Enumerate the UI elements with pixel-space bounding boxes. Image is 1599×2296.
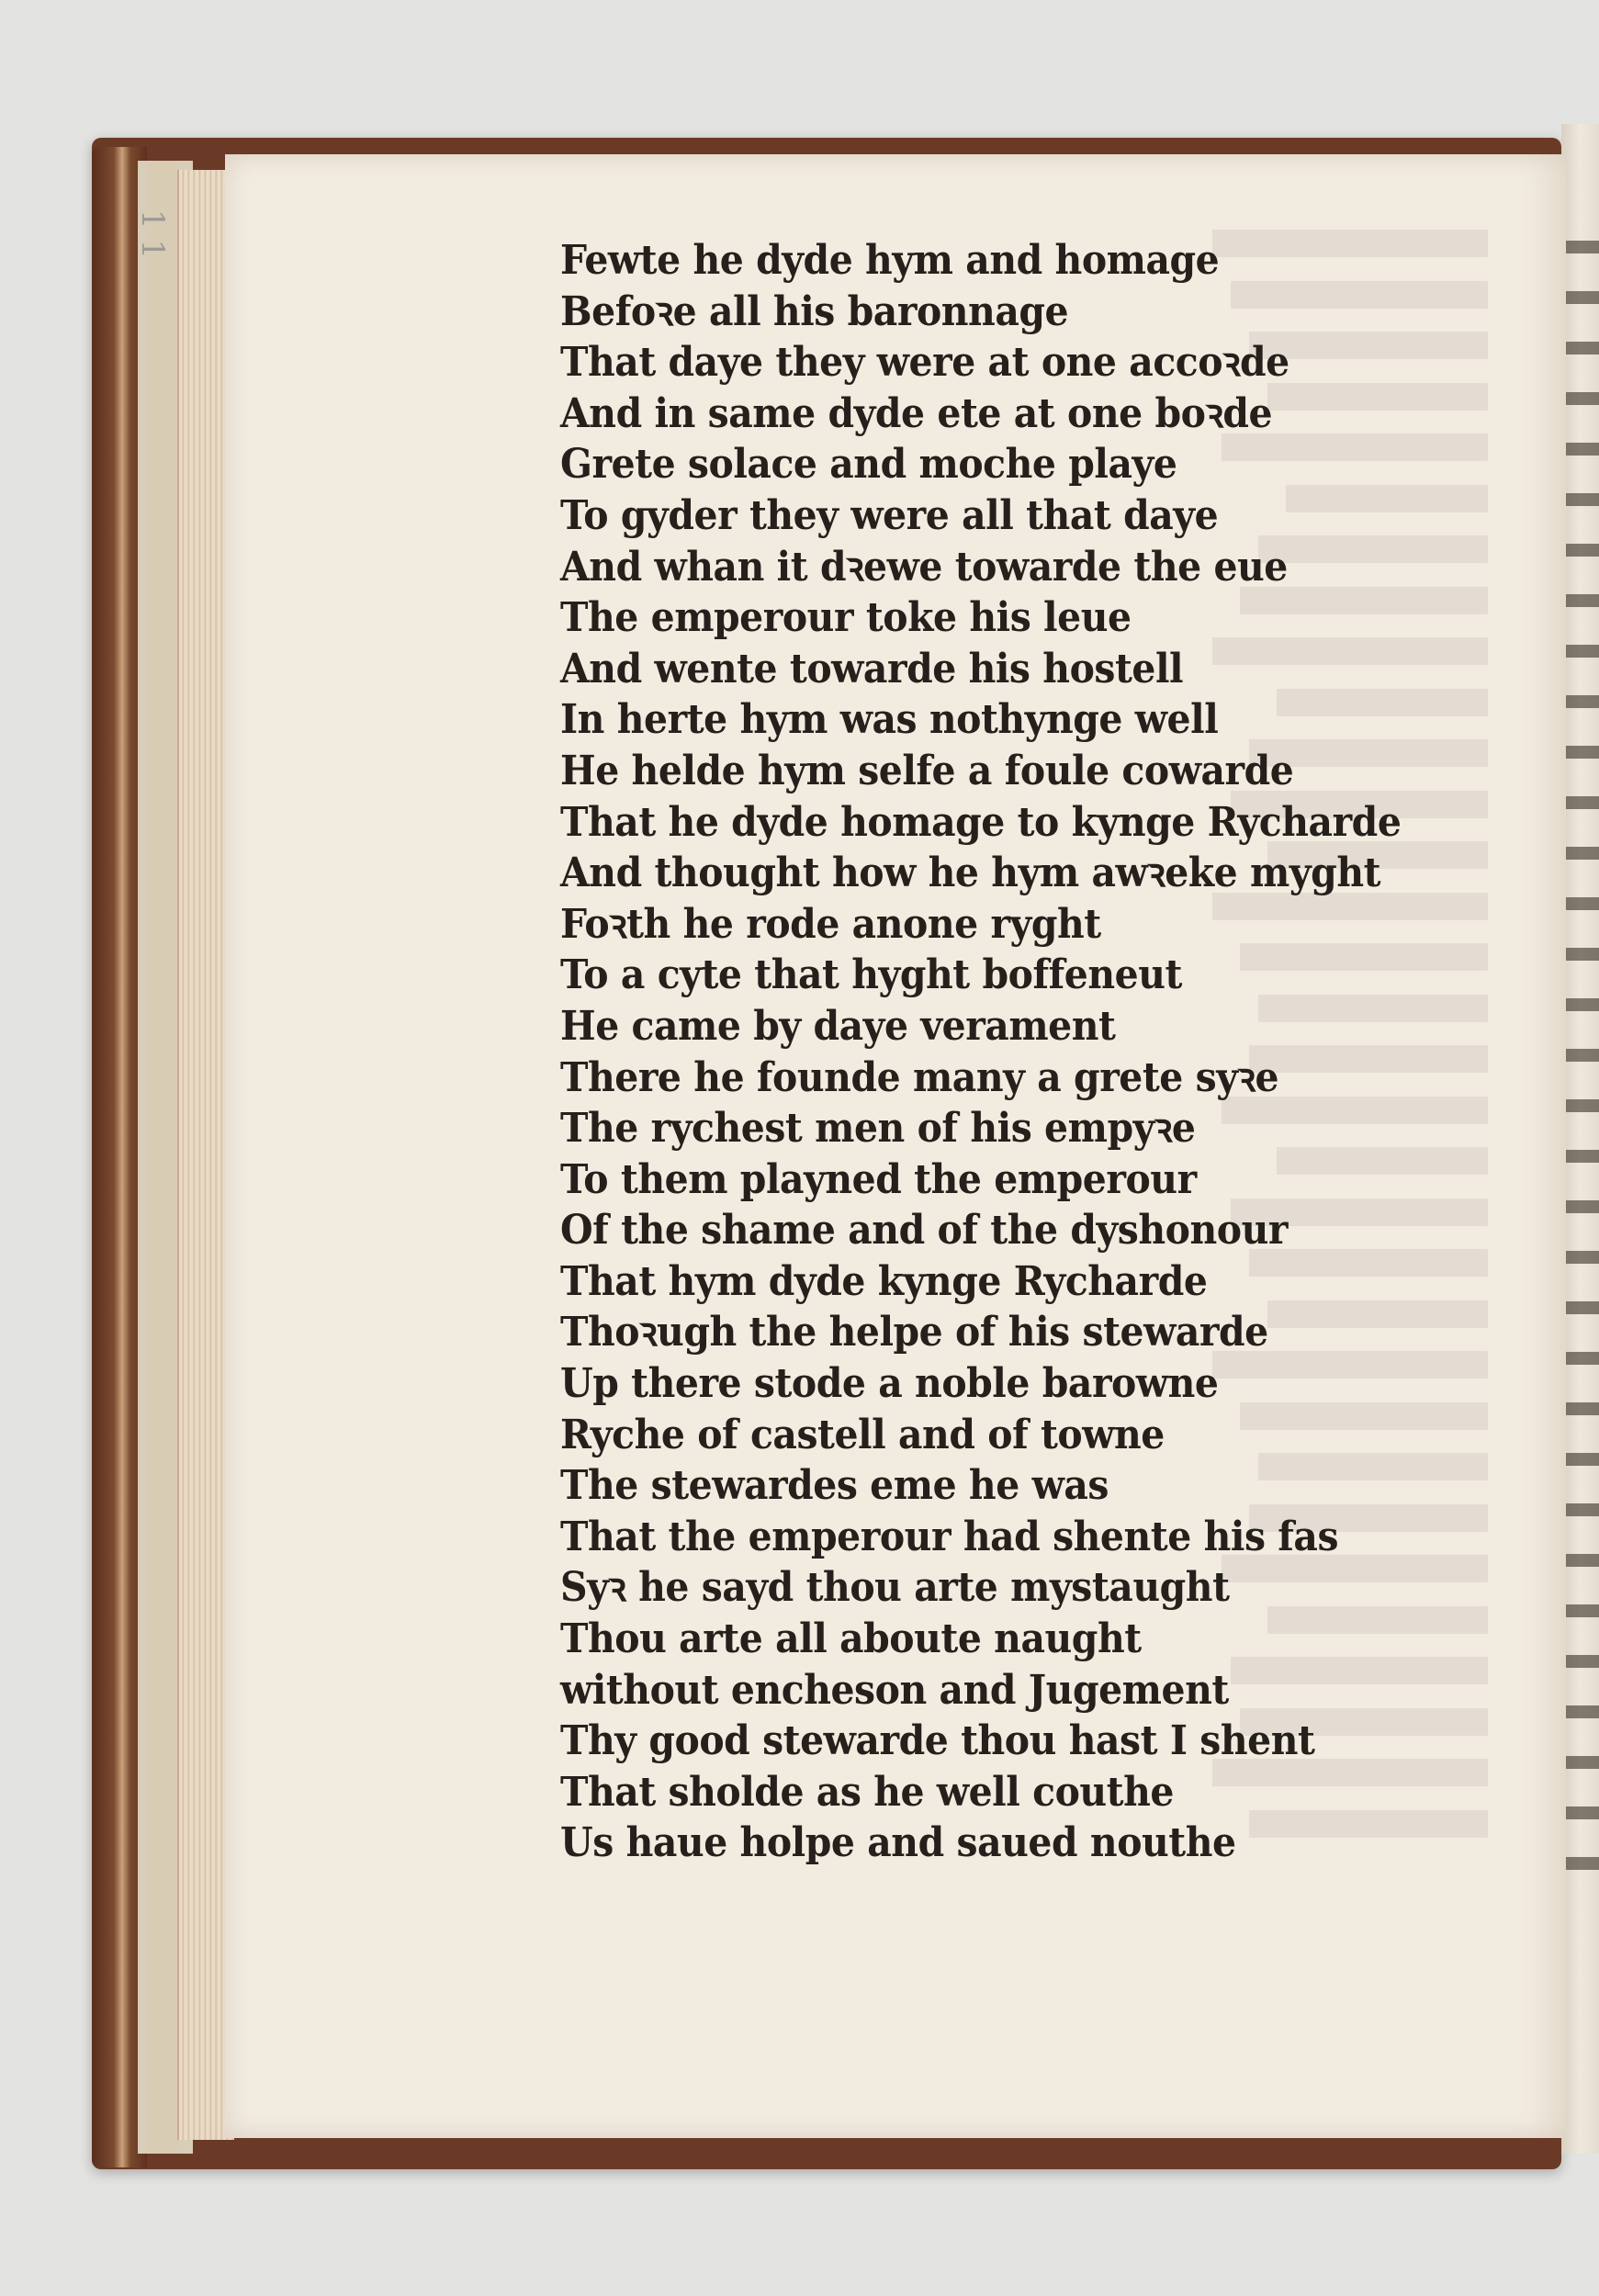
verse-line: To gyder they were all that daye	[560, 491, 1219, 539]
verse-line: And wente towarde his hostell	[560, 645, 1184, 692]
endpaper-strip	[147, 161, 178, 2154]
verse-line: Befoꝛe all his baronnage	[560, 287, 1069, 335]
verse-line: He came by daye verament	[560, 1002, 1116, 1050]
verse-line: Up there stode a noble barowne	[560, 1360, 1219, 1408]
verse-text-block	[560, 235, 1479, 1869]
verse-line: That the emperour had shente his fas	[560, 1513, 1339, 1560]
verse-line: That sholde as he well couthe	[560, 1768, 1174, 1816]
verse-line: without encheson and Jugement	[560, 1666, 1229, 1714]
verse-line: That hym dyde kynge Rycharde	[560, 1257, 1208, 1305]
verse-line: Us haue holpe and saued nouthe	[560, 1819, 1236, 1867]
verse-line: To a cyte that hyght boffeneut	[560, 951, 1182, 999]
verse-line: Foꝛth he rode anone ryght	[560, 900, 1101, 948]
verse-line: Fewte he dyde hym and homage	[560, 237, 1220, 284]
verse-line: And in same dyde ete at one boꝛde	[560, 389, 1273, 437]
verse-line: And thought how he hym awꝛeke myght	[560, 850, 1381, 897]
verse-line: That he dyde homage to kynge Rycharde	[560, 798, 1402, 846]
verse-line: To them playned the emperour	[560, 1155, 1197, 1203]
verse-line: The rychest men of his empyꝛe	[560, 1105, 1196, 1153]
verse-line: Thoꝛugh the helpe of his stewarde	[560, 1309, 1268, 1356]
verse-line: Ryche of castell and of towne	[560, 1411, 1165, 1458]
verse-line: Grete solace and moche playe	[560, 441, 1177, 489]
verse-line: Thy good stewarde thou hast I shent	[560, 1717, 1315, 1765]
verse-line: He helde hym selfe a foule cowarde	[560, 747, 1294, 794]
verse-line: Of the shame and of the dyshonour	[560, 1207, 1288, 1255]
verse-line: There he founde many a grete syꝛe	[560, 1053, 1279, 1101]
verse-line: That daye they were at one accoꝛde	[560, 339, 1289, 387]
verse-line: The stewardes eme he was	[560, 1462, 1109, 1510]
verse-line: And whan it dꝛewe towarde the eue	[560, 543, 1288, 591]
facing-page-text-fragment	[1566, 220, 1599, 1874]
verse-line: Thou arte all aboute naught	[560, 1615, 1142, 1663]
verse-line: Syꝛ he sayd thou arte mystaught	[560, 1564, 1230, 1612]
pencil-mark: 1 1	[134, 209, 171, 260]
verse-line: The emperour toke his leue	[560, 594, 1132, 642]
verse-line: In herte hym was nothynge well	[560, 696, 1219, 744]
